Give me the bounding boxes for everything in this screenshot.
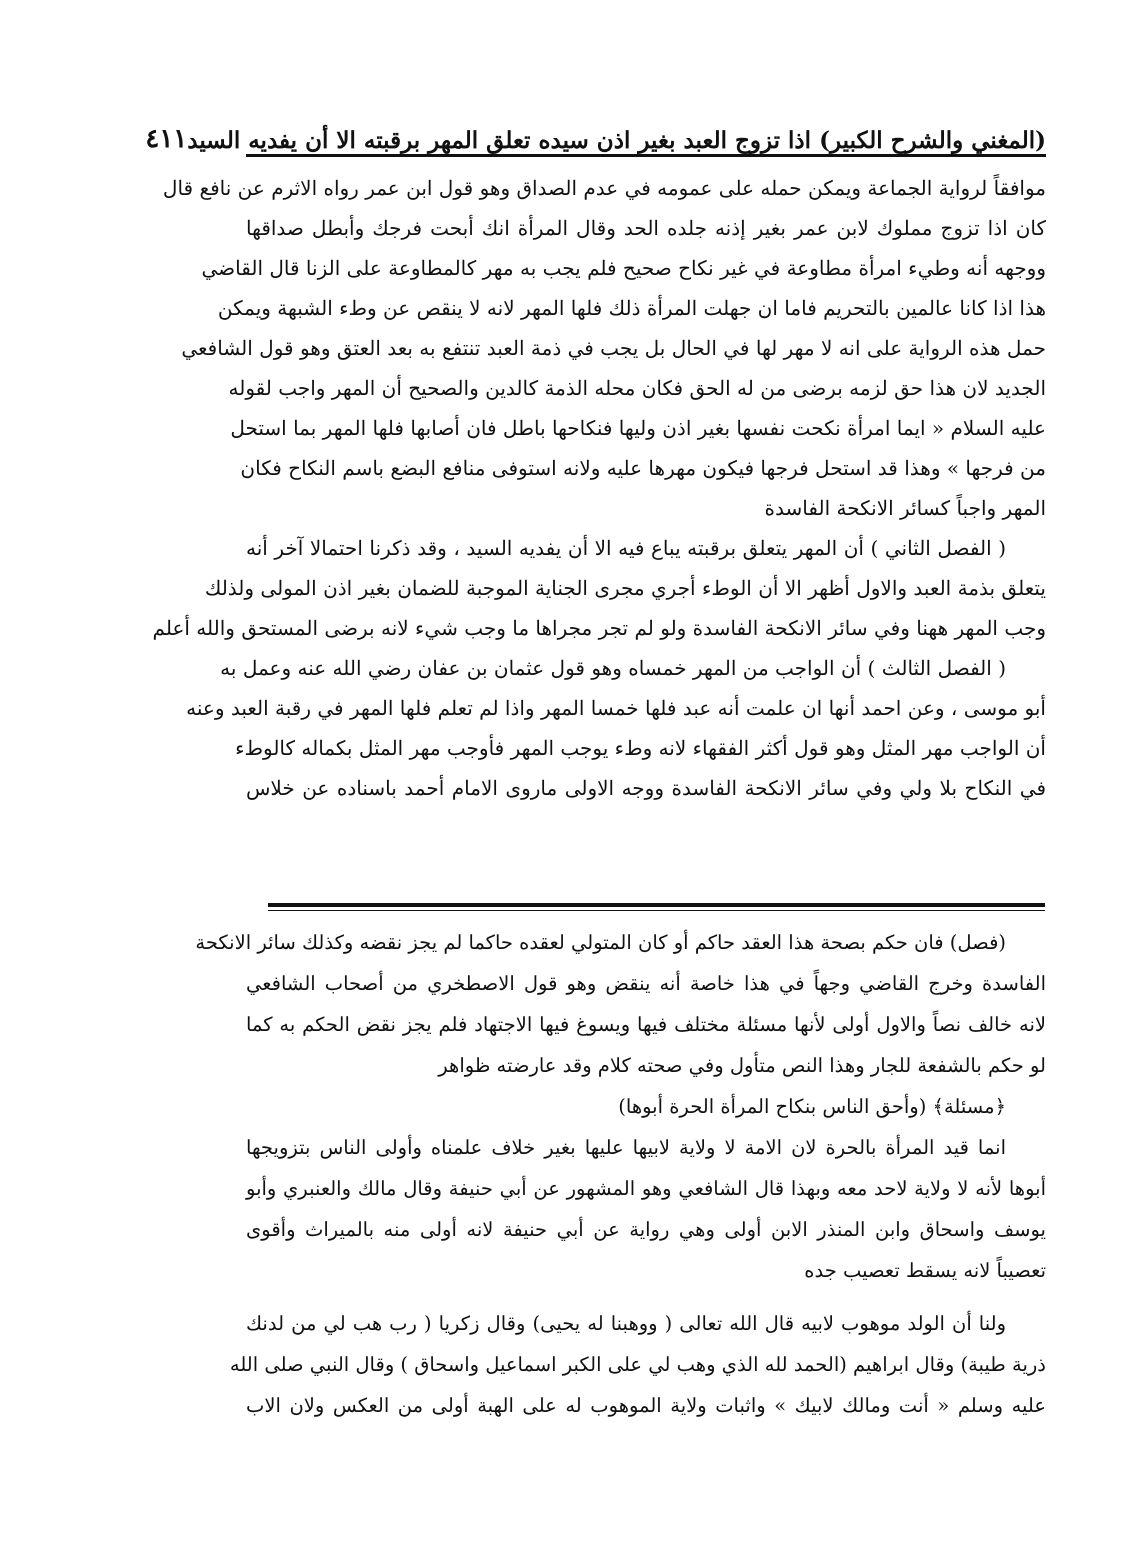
main-text-line: الجديد لان هذا حق لزمه برضى من له الحق فكان محله الذمة كالدين والصحيح أن المهر واجب لقوله xyxy=(228,376,1046,400)
main-text-line: وجب المهر ههنا وفي سائر الانكحة الفاسدة ولو لم تجر مجراها ما وجب شيء لانه برضى المستحق والله أعلم xyxy=(152,616,1046,640)
commentary-line: ولنا أن الولد موهوب لابيه قال الله تعالى ( ووهبنا له يحيى) وقال زكريا ( رب هب لي من لدنك xyxy=(246,1312,1006,1335)
main-text-line: هذا اذا كانا عالمين بالتحريم فاما ان جهلت المرأة ذلك فلها المهر لانه لا ينقص عن وطء الشبهة ويمكن xyxy=(217,296,1046,320)
running-title: (المغني والشرح الكبير) اذا تزوج العبد بغير اذن سيده تعلق المهر برقبته الا أن يفديه السيد xyxy=(187,127,1046,154)
commentary-body xyxy=(195,922,1046,1482)
main-text-line: حمل هذه الرواية على انه لا مهر لها في الحال بل يجب في ذمة العبد تنتفع به بعد العتق وهو قول الشافعي xyxy=(181,336,1046,360)
header-divider xyxy=(246,154,1046,157)
main-text-line: أن الواجب مهر المثل وهو قول أكثر الفقهاء لانه وطء يوجب المهر فأوجب مهر المثل بكماله كالوطء xyxy=(235,736,1046,760)
section-heading-line: ( الفصل الثاني ) أن المهر يتعلق برقبته يباع فيه الا أن يفديه السيد ، وقد ذكرنا احتمالا آخر أنه xyxy=(246,536,1006,560)
masala-heading: ﴿مسئلة﴾ (وأحق الناس بنكاح المرأة الحرة أبوها) xyxy=(618,1095,1006,1118)
main-text-line: كان اذا تزوج مملوك لابن عمر بغير إذنه جلده الحد وقال المرأة انك أبحت فرجك وأبطل صداقها xyxy=(246,216,1046,240)
main-text-line: يتعلق بذمة العبد والاول أظهر الا أن الوطء أجري مجرى الجناية الموجبة للضمان بغير اذن المولى ولذلك xyxy=(204,576,1046,600)
commentary-line: لو حكم بالشفعة للجار وهذا النص متأول وفي صحته كلام وقد عارضته ظواهر xyxy=(438,1054,1046,1077)
commentary-line: عليه وسلم « أنت ومالك لابيك » واثبات ولاية الموهوب له على الهبة أولى من العكس ولان الاب xyxy=(246,1394,1046,1417)
commentary-divider xyxy=(268,903,1045,907)
commentary-line: انما قيد المرأة بالحرة لان الامة لا ولاية لابيها عليها بغير خلاف علمناه وأولى الناس بتزويجها xyxy=(246,1136,1006,1159)
main-text-line: أبو موسى ، وعن احمد أنها ان علمت أنه عبد فلها خمسا المهر واذا لم تعلم فلها المهر في رقبة العبد وعنه xyxy=(186,696,1046,720)
commentary-line: الفاسدة وخرج القاضي وجهاً في هذا خاصة أنه ينقض وهو قول الاصطخري من أصحاب الشافعي xyxy=(246,972,1046,995)
commentary-line: يوسف واسحاق وابن المنذر الابن أولى وهي رواية عن أبي حنيفة لانه أولى منه بالميراث وأقوى xyxy=(246,1218,1046,1241)
main-text-line: عليه السلام « ايما امرأة نكحت نفسها بغير اذن وليها فنكاحها باطل فان أصابها فلها المهر بما استحل xyxy=(230,416,1046,440)
page-number: ٤١١ xyxy=(145,124,188,154)
main-text-line: ووجهه أنه وطيء امرأة مطاوعة في غير نكاح صحيح فلم يجب به مهر كالمطاوعة على الزنا قال القاضي xyxy=(201,256,1046,280)
main-text-line: موافقاً لرواية الجماعة ويمكن حمله على عمومه في عدم الصداق وهو قول ابن عمر رواه الاثرم عن نافع قال xyxy=(162,176,1046,200)
main-text-body xyxy=(152,168,1046,888)
main-text-line: من فرجها » وهذا قد استحل فرجها فيكون مهرها عليه ولانه استوفى منافع البضع باسم النكاح فكان xyxy=(240,456,1046,480)
paragraph-gap xyxy=(246,1291,1046,1303)
section-heading-line: ( الفصل الثالث ) أن الواجب من المهر خمساه وهو قول عثمان بن عفان رضي الله عنه وعمل به xyxy=(220,656,1006,680)
page-header xyxy=(145,112,1046,154)
main-text-line: في النكاح بلا ولي وفي سائر الانكحة الفاسدة ووجه الاولى ماروى الامام أحمد باسناده عن خلاس xyxy=(246,776,1046,800)
commentary-line: (فصل) فان حكم بصحة هذا العقد حاكم أو كان المتولي لعقده حاكما لم يجز نقضه وكذلك سائر الانكحة xyxy=(195,931,1006,954)
commentary-divider-thin xyxy=(268,910,1045,911)
commentary-line: لانه خالف نصاً والاول أولى لأنها مسئلة مختلف فيها ويسوغ فيها الاجتهاد فلم يجز نقض الحكم به كما xyxy=(246,1013,1046,1036)
commentary-line: تعصيباً لانه يسقط تعصيب جده xyxy=(804,1259,1046,1282)
commentary-line: ذرية طيبة) وقال ابراهيم (الحمد لله الذي وهب لي على الكبر اسماعيل واسحاق ) وقال النبي صلى الله xyxy=(229,1353,1046,1376)
main-text-line: المهر واجباً كسائر الانكحة الفاسدة xyxy=(764,496,1046,520)
commentary-line: أبوها لأنه لا ولاية لاحد معه وبهذا قال الشافعي وهو المشهور عن أبي حنيفة وقال مالك والعنبري وأبو xyxy=(246,1177,1046,1200)
